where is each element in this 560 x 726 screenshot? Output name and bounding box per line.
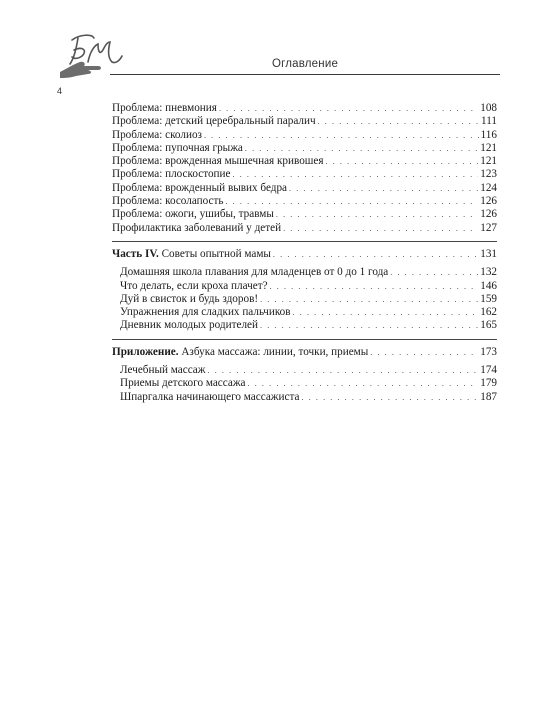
leader-dots (283, 222, 478, 235)
leader-dots (273, 248, 478, 261)
toc-entry-title: Лечебный массаж (120, 364, 206, 377)
toc-entry-page: 124 (480, 181, 497, 194)
leader-dots (233, 168, 479, 181)
toc-entry (112, 280, 497, 293)
toc-entry (112, 102, 497, 115)
toc-entry-title: Проблема: плоскостопие (112, 168, 231, 181)
toc-section-appendix (112, 346, 497, 359)
toc-section-page: 173 (480, 345, 497, 358)
toc-entry-title: Профилактика заболеваний у детей (112, 221, 282, 234)
toc-section-page: 131 (480, 247, 497, 260)
toc-entry-page: 108 (480, 102, 497, 114)
toc-entry (112, 293, 497, 306)
toc-entry-page: 127 (480, 221, 497, 234)
toc-entry-page: 132 (480, 266, 497, 279)
section-divider (112, 339, 497, 340)
section-name: Советы опытной мамы (158, 247, 271, 260)
toc-entry (112, 129, 497, 142)
toc-entry (112, 195, 497, 208)
leader-dots (208, 364, 479, 377)
leader-dots (318, 115, 479, 128)
table-of-contents (112, 102, 497, 404)
toc-entry-page: 126 (480, 208, 497, 221)
toc-entry (112, 306, 497, 319)
section-name: Азбука массажа: линии, точки, приемы (178, 345, 369, 358)
toc-entry-title: Проблема: пупочная грыжа (112, 141, 243, 154)
leader-dots (326, 155, 479, 168)
toc-entry-page: 121 (480, 141, 497, 154)
toc-entry-page: 179 (480, 377, 497, 390)
page-number: 4 (57, 86, 63, 96)
leader-dots (276, 208, 478, 221)
header-rule (110, 74, 500, 75)
leader-dots (293, 306, 479, 319)
leader-dots (245, 142, 478, 155)
toc-entry (112, 391, 497, 404)
toc-entry (112, 142, 497, 155)
leader-dots (204, 129, 479, 142)
leader-dots (225, 195, 478, 208)
leader-dots (248, 377, 479, 390)
toc-entry-title: Дуй в свисток и будь здоров! (120, 292, 259, 305)
toc-entry-title: Приемы детского массажа (120, 377, 246, 390)
toc-entry (112, 364, 497, 377)
section-label: Часть IV. (112, 247, 159, 260)
toc-entry-title: Проблема: детский церебральный паралич (112, 115, 316, 128)
toc-entry-page: 146 (480, 279, 497, 292)
toc-section-part4 (112, 248, 497, 261)
toc-entry-page: 126 (480, 195, 497, 208)
toc-entry-title: Проблема: врожденная мышечная кривошея (112, 155, 324, 168)
toc-entry-title: Упражнения для сладких пальчиков (120, 306, 291, 319)
toc-entry (112, 222, 497, 235)
toc-entry-page: 165 (480, 319, 497, 332)
toc-entry-title: Дневник молодых родителей (120, 319, 258, 332)
toc-entry-page: 116 (480, 128, 497, 141)
toc-block-problems (112, 102, 497, 235)
toc-section-title (112, 248, 271, 261)
toc-entry-title: Что делать, если кроха плачет? (120, 279, 268, 292)
toc-entry (112, 377, 497, 390)
toc-entry-title: Проблема: врожденный вывих бедра (112, 181, 288, 194)
leader-dots (270, 280, 479, 293)
toc-entry-title: Проблема: ожоги, ушибы, травмы (112, 208, 274, 221)
leader-dots (390, 266, 478, 279)
toc-entry (112, 266, 497, 279)
running-title: Оглавление (271, 58, 339, 70)
toc-entry-title: Проблема: сколиоз (112, 128, 202, 141)
leader-dots (370, 346, 478, 359)
leader-dots (260, 293, 478, 306)
toc-entry-page: 111 (481, 115, 497, 128)
section-label: Приложение. (112, 345, 179, 358)
toc-entry (112, 208, 497, 221)
leader-dots (289, 182, 478, 195)
toc-entry-title: Проблема: пневмония (112, 102, 217, 114)
toc-entry (112, 115, 497, 128)
leader-dots (260, 319, 478, 332)
toc-entry-page: 121 (480, 155, 497, 168)
section-divider (112, 241, 497, 242)
leader-dots (301, 391, 478, 404)
toc-entry (112, 168, 497, 181)
toc-entry-page: 123 (480, 168, 497, 181)
toc-entry (112, 319, 497, 332)
leader-dots (219, 102, 478, 115)
toc-entry-page: 174 (480, 364, 497, 377)
toc-entry-title: Шпаргалка начинающего массажиста (120, 390, 300, 403)
toc-entry-title: Проблема: косолапость (112, 195, 224, 208)
toc-section-title (112, 346, 368, 359)
toc-block-appendix (112, 364, 497, 404)
toc-entry-page: 187 (480, 390, 497, 403)
toc-entry (112, 155, 497, 168)
toc-entry-page: 159 (480, 292, 497, 305)
toc-entry-title: Домашняя школа плавания для младенцев от 0 до 1 года (120, 266, 389, 279)
toc-block-part4 (112, 266, 497, 332)
toc-entry (112, 182, 497, 195)
toc-entry-page: 162 (480, 306, 497, 319)
